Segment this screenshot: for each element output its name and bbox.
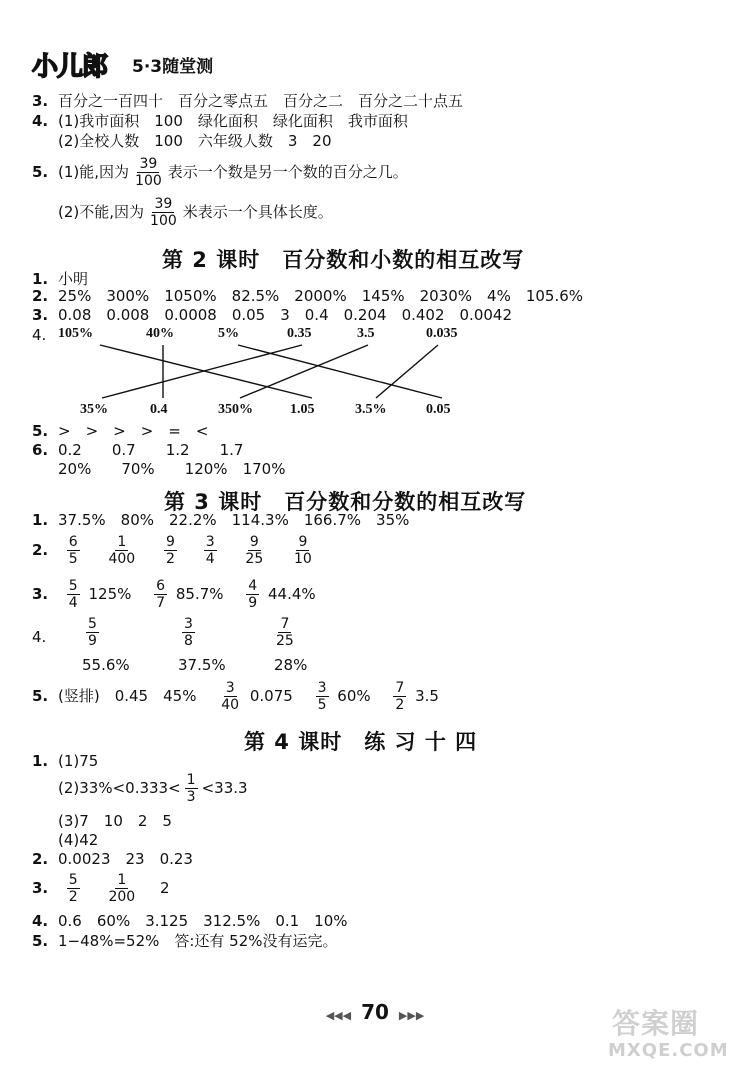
answer-text: 0.08 0.008 0.0008 0.05 3 0.4 0.204 0.402 0.0042: [58, 306, 512, 324]
fraction: $\frac{5}{2}$: [68, 872, 78, 905]
answer-text: (2)33%<0.333<: [58, 779, 181, 797]
answer-text: 1−48%=52% 答:还有 52%没有运完。: [58, 932, 338, 950]
section-title: 第 2 课时 百分数和小数的相互改写: [162, 248, 525, 272]
answer-line: [32, 912, 348, 930]
answer-text: 55.6%: [82, 656, 130, 674]
answer-line: [32, 872, 170, 905]
answer-text: 0.075: [249, 687, 293, 705]
answer-text: 3.5: [415, 687, 439, 705]
fraction: $\frac{5}{9}$: [88, 616, 97, 649]
answer-line: [32, 534, 318, 567]
question-number: 1.: [32, 511, 49, 529]
answer-text: (竖排) 0.45 45%: [58, 687, 197, 705]
question-number: 2.: [32, 287, 49, 305]
question-number: 1.: [32, 752, 49, 770]
question-number: 2.: [32, 850, 49, 868]
answer-text: 28%: [274, 656, 308, 674]
match-bottom-label: 3.5%: [355, 402, 387, 417]
answer-text: (1)75: [58, 752, 99, 770]
left-arrows-icon: ◀◀◀: [325, 1009, 352, 1022]
answer-text: 44.4%: [268, 585, 316, 603]
answer-text: (3)7 10 2 5: [58, 812, 172, 830]
answer-text: (2)全校人数 100 六年级人数 3 20: [58, 132, 332, 150]
question-number: 3.: [32, 879, 49, 897]
page-number-text: 70: [361, 1000, 389, 1024]
question-number: 4.: [32, 912, 49, 930]
fraction: $\frac{7}{2}$: [395, 680, 405, 713]
question-number: 5.: [32, 932, 49, 950]
question-number: 4.: [32, 326, 47, 344]
question-number: 5.: [32, 163, 49, 181]
answer-text: 0.6 60% 3.125 312.5% 0.1 10%: [58, 912, 348, 930]
question-number: 5.: [32, 687, 49, 705]
answer-text: 20% 70% 120% 170%: [58, 460, 286, 478]
match-top-label: 5%: [218, 326, 239, 341]
answer-line: [32, 680, 439, 713]
answer-text: 85.7%: [175, 585, 224, 603]
answer-text: > > > > = <: [58, 422, 209, 440]
fraction: $\frac{6}{7}$: [156, 578, 166, 611]
question-number: 5.: [32, 422, 49, 440]
fraction: $\frac{3}{40}$: [221, 680, 240, 713]
section-title: 第 3 课时 百分数和分数的相互改写: [164, 490, 527, 514]
answer-line: [58, 460, 285, 478]
fraction: $\frac{1}{400}$: [108, 534, 136, 567]
fraction: $\frac{9}{25}$: [245, 534, 264, 567]
answer-text: 25% 300% 1050% 82.5% 2000% 145% 2030% 4% 105.6%: [58, 287, 584, 305]
match-top-label: 105%: [58, 326, 93, 341]
answer-text: (1)我市面积 100 绿化面积 绿化面积 我市面积: [58, 112, 408, 130]
answer-line: [32, 850, 193, 868]
match-top-label: 0.35: [287, 326, 312, 341]
answer-text: 米表示一个具体长度。: [182, 203, 333, 221]
answer-text: 百分之一百四十 百分之零点五 百分之二 百分之二十点五: [58, 92, 464, 110]
answer-line: [58, 831, 98, 849]
fraction: $\frac{6}{5}$: [68, 534, 78, 567]
match-top-label: 40%: [146, 326, 174, 341]
watermark-url: MXQE.COM: [608, 1040, 729, 1061]
fraction: $\frac{39}{100}$: [150, 196, 177, 229]
match-line: [238, 345, 442, 398]
match-bottom-label: 0.05: [426, 402, 451, 417]
question-number: 3.: [32, 92, 49, 110]
answer-line: [32, 932, 338, 950]
question-number: 3.: [32, 585, 49, 603]
question-number: 6.: [32, 441, 49, 459]
answer-text: 125%: [88, 585, 132, 603]
match-line: [240, 345, 368, 398]
match-line: [376, 345, 438, 398]
answer-line: [32, 422, 208, 440]
answer-text: 0.2 0.7 1.2 1.7: [58, 441, 244, 459]
fraction: $\frac{5}{4}$: [68, 578, 78, 611]
answer-text: (4)42: [58, 831, 99, 849]
fraction: $\frac{1}{200}$: [108, 872, 136, 905]
answer-text: (1)能,因为: [58, 163, 130, 181]
fraction: $\frac{3}{5}$: [317, 680, 327, 713]
series-logo: 小儿郎: [32, 52, 108, 82]
answer-text: (2)不能,因为: [58, 203, 145, 221]
question-number: 2.: [32, 541, 49, 559]
answer-line: [32, 578, 316, 611]
fraction: $\frac{3}{4}$: [205, 534, 215, 567]
question-number: 4.: [32, 112, 49, 130]
series-title: 5·3随堂测: [132, 57, 214, 77]
match-bottom-label: 350%: [218, 402, 253, 417]
answer-text: 小明: [58, 270, 89, 288]
question-number: 4.: [32, 628, 47, 646]
answer-text: 37.5%: [178, 656, 226, 674]
answer-text: 0.0023 23 0.23: [58, 850, 193, 868]
watermark-logo: 答案圈: [612, 1007, 700, 1040]
fraction: $\frac{7}{25}$: [276, 616, 294, 649]
answer-line: [32, 752, 98, 770]
fraction: $\frac{9}{10}$: [294, 534, 312, 567]
match-top-label: 3.5: [357, 326, 375, 341]
match-bottom-label: 1.05: [290, 402, 315, 417]
fraction: $\frac{3}{8}$: [184, 616, 193, 649]
fraction: $\frac{39}{100}$: [135, 156, 162, 189]
match-bottom-label: 35%: [80, 402, 108, 417]
answer-text: 表示一个数是另一个数的百分之几。: [167, 163, 408, 181]
fraction: $\frac{4}{9}$: [248, 578, 258, 611]
question-number: 3.: [32, 306, 49, 324]
answer-line: [58, 772, 248, 805]
answer-line: [32, 441, 243, 459]
answer-text: 60%: [337, 687, 371, 705]
question-number: 1.: [32, 270, 49, 288]
answer-line: [32, 511, 409, 529]
match-top-label: 0.035: [426, 326, 458, 341]
answer-text: 2: [160, 879, 170, 897]
fraction: $\frac{9}{2}$: [166, 534, 175, 567]
match-bottom-label: 0.4: [150, 402, 168, 417]
answer-text: <33.3: [201, 779, 248, 797]
right-arrows-icon: ▶▶▶: [398, 1009, 425, 1022]
answer-text: 37.5% 80% 22.2% 114.3% 166.7% 35%: [58, 511, 410, 529]
fraction: $\frac{1}{3}$: [186, 772, 196, 805]
section-title: 第 4 课时 练 习 十 四: [244, 730, 478, 754]
answer-line: [58, 812, 172, 830]
